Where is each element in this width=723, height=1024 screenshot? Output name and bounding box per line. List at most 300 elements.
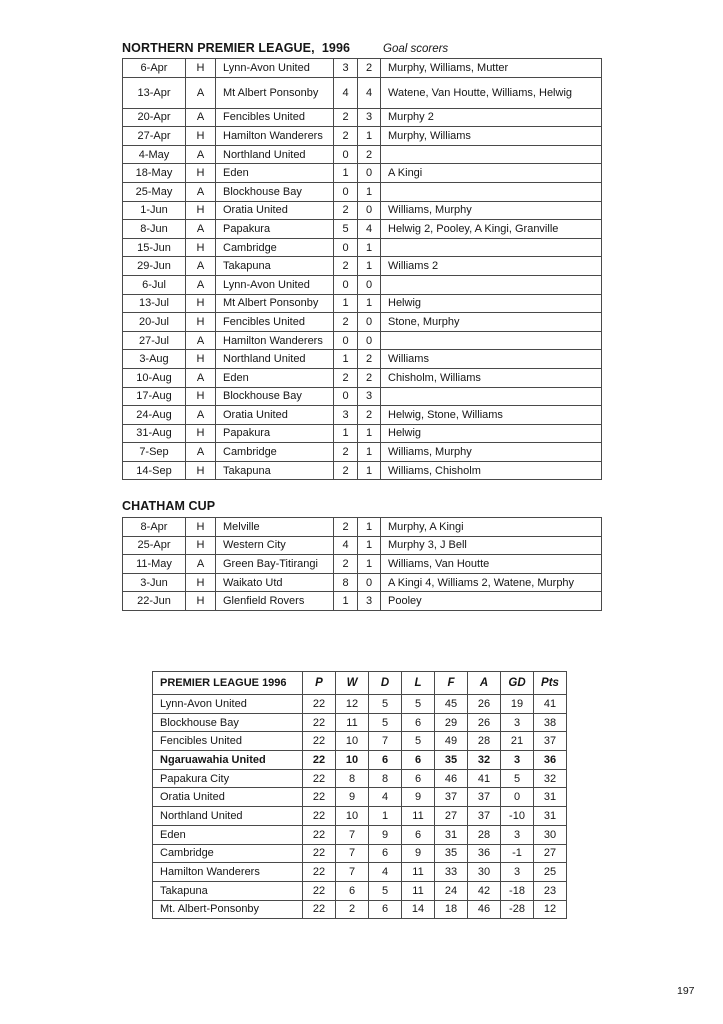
stat-cell: 22 xyxy=(303,769,336,788)
venue-cell: H xyxy=(186,201,216,220)
opponent-cell: Lynn-Avon United xyxy=(216,275,334,294)
stat-cell: 35 xyxy=(435,751,468,770)
score-for-cell: 5 xyxy=(334,220,358,239)
stat-cell: 46 xyxy=(435,769,468,788)
table-row xyxy=(123,350,602,369)
scorers-cell: Helwig xyxy=(381,294,602,313)
scorers-cell: Williams, Van Houtte xyxy=(381,555,602,574)
score-against-cell: 2 xyxy=(358,406,381,425)
stat-cell: 4 xyxy=(369,863,402,882)
stat-cell: 2 xyxy=(336,900,369,919)
opponent-cell: Waikato Utd xyxy=(216,573,334,592)
match-date-cell: 25-Apr xyxy=(123,536,186,555)
stat-cell: 19 xyxy=(501,695,534,714)
opponent-cell: Oratia United xyxy=(216,406,334,425)
table-row xyxy=(123,59,602,78)
stat-cell: 9 xyxy=(402,788,435,807)
score-for-cell: 4 xyxy=(334,77,358,108)
stat-cell: 3 xyxy=(501,751,534,770)
table-row xyxy=(123,201,602,220)
scorers-cell: Williams, Chisholm xyxy=(381,461,602,480)
stat-cell: 7 xyxy=(336,863,369,882)
stat-cell: 45 xyxy=(435,695,468,714)
stat-cell: 8 xyxy=(336,769,369,788)
venue-cell: A xyxy=(186,555,216,574)
opponent-cell: Glenfield Rovers xyxy=(216,592,334,611)
score-against-cell: 1 xyxy=(358,536,381,555)
score-for-cell: 2 xyxy=(334,257,358,276)
score-for-cell: 2 xyxy=(334,368,358,387)
opponent-cell: Fencibles United xyxy=(216,108,334,127)
score-against-cell: 1 xyxy=(358,461,381,480)
venue-cell: A xyxy=(186,275,216,294)
venue-cell: H xyxy=(186,592,216,611)
table-row xyxy=(123,331,602,350)
venue-cell: H xyxy=(186,461,216,480)
league-row xyxy=(153,769,567,788)
stat-cell: 9 xyxy=(336,788,369,807)
league-row xyxy=(153,751,567,770)
table-row xyxy=(123,127,602,146)
score-against-cell: 1 xyxy=(358,424,381,443)
match-date-cell: 31-Aug xyxy=(123,424,186,443)
opponent-cell: Papakura xyxy=(216,424,334,443)
score-for-cell: 3 xyxy=(334,59,358,78)
stat-cell: 24 xyxy=(435,881,468,900)
stat-cell: 29 xyxy=(435,713,468,732)
match-date-cell: 10-Aug xyxy=(123,368,186,387)
stat-cell: 6 xyxy=(402,769,435,788)
scorers-cell xyxy=(381,331,602,350)
stat-cell: 37 xyxy=(534,732,567,751)
venue-cell: A xyxy=(186,145,216,164)
league-row xyxy=(153,713,567,732)
team-cell: Papakura City xyxy=(153,769,303,788)
venue-cell: A xyxy=(186,406,216,425)
stat-cell: -1 xyxy=(501,844,534,863)
stat-cell: 22 xyxy=(303,825,336,844)
match-date-cell: 25-May xyxy=(123,182,186,201)
scorers-cell: Chisholm, Williams xyxy=(381,368,602,387)
stat-cell: 28 xyxy=(468,825,501,844)
score-against-cell: 0 xyxy=(358,201,381,220)
scorers-cell: Williams, Murphy xyxy=(381,443,602,462)
stat-cell: 14 xyxy=(402,900,435,919)
opponent-cell: Green Bay-Titirangi xyxy=(216,555,334,574)
match-date-cell: 22-Jun xyxy=(123,592,186,611)
stat-cell: 11 xyxy=(402,881,435,900)
stat-cell: 41 xyxy=(468,769,501,788)
table-row xyxy=(123,182,602,201)
league-row xyxy=(153,844,567,863)
table-row xyxy=(123,108,602,127)
stat-cell: 31 xyxy=(534,807,567,826)
league-row xyxy=(153,863,567,882)
stat-cell: 22 xyxy=(303,807,336,826)
scorers-cell: Stone, Murphy xyxy=(381,313,602,332)
stat-cell: 7 xyxy=(336,844,369,863)
match-date-cell: 4-May xyxy=(123,145,186,164)
venue-cell: A xyxy=(186,108,216,127)
venue-cell: H xyxy=(186,238,216,257)
table-row xyxy=(123,406,602,425)
scorers-cell xyxy=(381,182,602,201)
score-against-cell: 0 xyxy=(358,164,381,183)
scorers-cell xyxy=(381,145,602,164)
team-cell: Blockhouse Bay xyxy=(153,713,303,732)
match-date-cell: 24-Aug xyxy=(123,406,186,425)
stat-cell: 6 xyxy=(369,751,402,770)
stat-header-cell: F xyxy=(435,672,468,695)
stat-cell: 37 xyxy=(468,807,501,826)
table-row xyxy=(123,536,602,555)
stat-cell: 33 xyxy=(435,863,468,882)
stat-header-cell: P xyxy=(303,672,336,695)
match-date-cell: 14-Sep xyxy=(123,461,186,480)
venue-cell: A xyxy=(186,77,216,108)
opponent-cell: Takapuna xyxy=(216,257,334,276)
results-table xyxy=(122,58,602,480)
stat-cell: 6 xyxy=(402,751,435,770)
stat-cell: 10 xyxy=(336,732,369,751)
stat-cell: 9 xyxy=(369,825,402,844)
stat-cell: 30 xyxy=(534,825,567,844)
table-row xyxy=(123,313,602,332)
stat-cell: 32 xyxy=(534,769,567,788)
stat-cell: 32 xyxy=(468,751,501,770)
opponent-cell: Fencibles United xyxy=(216,313,334,332)
table-row xyxy=(123,275,602,294)
table-row xyxy=(123,220,602,239)
match-date-cell: 3-Jun xyxy=(123,573,186,592)
score-for-cell: 2 xyxy=(334,127,358,146)
opponent-cell: Hamilton Wanderers xyxy=(216,127,334,146)
league-row xyxy=(153,807,567,826)
match-date-cell: 1-Jun xyxy=(123,201,186,220)
score-for-cell: 0 xyxy=(334,275,358,294)
stat-cell: 5 xyxy=(402,732,435,751)
venue-cell: A xyxy=(186,331,216,350)
stat-cell: 6 xyxy=(402,713,435,732)
score-for-cell: 0 xyxy=(334,331,358,350)
stat-cell: 18 xyxy=(435,900,468,919)
opponent-cell: Northland United xyxy=(216,350,334,369)
cup-section-title: CHATHAM CUP xyxy=(122,499,216,513)
stat-cell: 42 xyxy=(468,881,501,900)
venue-cell: H xyxy=(186,294,216,313)
venue-cell: H xyxy=(186,387,216,406)
league-row xyxy=(153,732,567,751)
score-for-cell: 2 xyxy=(334,518,358,537)
score-for-cell: 0 xyxy=(334,145,358,164)
opponent-cell: Northland United xyxy=(216,145,334,164)
scorers-cell xyxy=(381,238,602,257)
opponent-cell: Eden xyxy=(216,164,334,183)
league-row xyxy=(153,788,567,807)
match-date-cell: 20-Apr xyxy=(123,108,186,127)
opponent-cell: Mt Albert Ponsonby xyxy=(216,77,334,108)
match-date-cell: 6-Jul xyxy=(123,275,186,294)
stat-cell: 37 xyxy=(435,788,468,807)
stat-header-cell: A xyxy=(468,672,501,695)
score-for-cell: 1 xyxy=(334,164,358,183)
venue-cell: A xyxy=(186,257,216,276)
score-against-cell: 1 xyxy=(358,238,381,257)
venue-cell: H xyxy=(186,536,216,555)
venue-cell: H xyxy=(186,350,216,369)
stat-cell: 10 xyxy=(336,807,369,826)
score-against-cell: 0 xyxy=(358,275,381,294)
match-date-cell: 13-Apr xyxy=(123,77,186,108)
opponent-cell: Papakura xyxy=(216,220,334,239)
stat-cell: 22 xyxy=(303,881,336,900)
table-row xyxy=(123,573,602,592)
stat-cell: 22 xyxy=(303,844,336,863)
scorers-cell: Watene, Van Houtte, Williams, Helwig xyxy=(381,77,602,108)
scorers-cell: Murphy, Williams, Mutter xyxy=(381,59,602,78)
venue-cell: H xyxy=(186,127,216,146)
opponent-cell: Blockhouse Bay xyxy=(216,182,334,201)
goal-scorers-column-label: Goal scorers xyxy=(383,43,449,55)
results-section-title: NORTHERN PREMIER LEAGUE, 1996 xyxy=(122,41,351,55)
score-against-cell: 2 xyxy=(358,368,381,387)
score-for-cell: 1 xyxy=(334,350,358,369)
stat-cell: 11 xyxy=(402,807,435,826)
match-date-cell: 3-Aug xyxy=(123,350,186,369)
opponent-cell: Mt Albert Ponsonby xyxy=(216,294,334,313)
stat-cell: 30 xyxy=(468,863,501,882)
team-cell: Ngaruawahia United xyxy=(153,751,303,770)
opponent-cell: Western City xyxy=(216,536,334,555)
table-row xyxy=(123,555,602,574)
opponent-cell: Hamilton Wanderers xyxy=(216,331,334,350)
stat-cell: 1 xyxy=(369,807,402,826)
stat-cell: 5 xyxy=(501,769,534,788)
venue-cell: H xyxy=(186,518,216,537)
stat-cell: 25 xyxy=(534,863,567,882)
table-row xyxy=(123,164,602,183)
stat-cell: 4 xyxy=(369,788,402,807)
league-row xyxy=(153,695,567,714)
venue-cell: H xyxy=(186,424,216,443)
scorers-cell: A Kingi xyxy=(381,164,602,183)
scorers-cell xyxy=(381,275,602,294)
league-standings-table xyxy=(152,671,567,919)
score-against-cell: 3 xyxy=(358,108,381,127)
team-cell: Oratia United xyxy=(153,788,303,807)
stat-cell: 10 xyxy=(336,751,369,770)
stat-cell: 12 xyxy=(534,900,567,919)
venue-cell: H xyxy=(186,59,216,78)
scorers-cell: Murphy, Williams xyxy=(381,127,602,146)
table-row xyxy=(123,294,602,313)
stat-cell: 6 xyxy=(336,881,369,900)
score-for-cell: 1 xyxy=(334,294,358,313)
score-for-cell: 0 xyxy=(334,238,358,257)
stat-header-cell: L xyxy=(402,672,435,695)
score-against-cell: 1 xyxy=(358,294,381,313)
stat-cell: 12 xyxy=(336,695,369,714)
table-row xyxy=(123,368,602,387)
venue-cell: H xyxy=(186,164,216,183)
stat-cell: 7 xyxy=(336,825,369,844)
stat-cell: 35 xyxy=(435,844,468,863)
stat-cell: 41 xyxy=(534,695,567,714)
stat-cell: 22 xyxy=(303,863,336,882)
score-for-cell: 0 xyxy=(334,387,358,406)
scorers-cell: Murphy 2 xyxy=(381,108,602,127)
stat-cell: 6 xyxy=(402,825,435,844)
score-against-cell: 1 xyxy=(358,257,381,276)
team-cell: Hamilton Wanderers xyxy=(153,863,303,882)
score-against-cell: 1 xyxy=(358,443,381,462)
score-for-cell: 2 xyxy=(334,461,358,480)
match-date-cell: 29-Jun xyxy=(123,257,186,276)
match-date-cell: 7-Sep xyxy=(123,443,186,462)
venue-cell: H xyxy=(186,573,216,592)
match-date-cell: 17-Aug xyxy=(123,387,186,406)
stat-cell: 26 xyxy=(468,695,501,714)
score-against-cell: 1 xyxy=(358,555,381,574)
score-for-cell: 0 xyxy=(334,182,358,201)
stat-cell: 9 xyxy=(402,844,435,863)
stat-cell: 11 xyxy=(336,713,369,732)
match-date-cell: 27-Jul xyxy=(123,331,186,350)
score-against-cell: 1 xyxy=(358,182,381,201)
stat-cell: 22 xyxy=(303,732,336,751)
team-cell: Eden xyxy=(153,825,303,844)
table-row xyxy=(123,424,602,443)
table-row xyxy=(123,387,602,406)
stat-cell: 31 xyxy=(534,788,567,807)
score-against-cell: 2 xyxy=(358,145,381,164)
stat-header-cell: GD xyxy=(501,672,534,695)
league-row xyxy=(153,825,567,844)
score-against-cell: 4 xyxy=(358,220,381,239)
score-for-cell: 1 xyxy=(334,424,358,443)
stat-header-cell: Pts xyxy=(534,672,567,695)
stat-cell: -28 xyxy=(501,900,534,919)
venue-cell: A xyxy=(186,368,216,387)
score-for-cell: 2 xyxy=(334,313,358,332)
stat-cell: 38 xyxy=(534,713,567,732)
match-date-cell: 8-Jun xyxy=(123,220,186,239)
score-against-cell: 1 xyxy=(358,518,381,537)
stat-cell: 5 xyxy=(369,695,402,714)
score-for-cell: 2 xyxy=(334,108,358,127)
venue-cell: A xyxy=(186,220,216,239)
stat-cell: 31 xyxy=(435,825,468,844)
stat-cell: 7 xyxy=(369,732,402,751)
stat-cell: 36 xyxy=(468,844,501,863)
scorers-cell: A Kingi 4, Williams 2, Watene, Murphy xyxy=(381,573,602,592)
stat-cell: 49 xyxy=(435,732,468,751)
scorers-cell: Williams, Murphy xyxy=(381,201,602,220)
stat-cell: 46 xyxy=(468,900,501,919)
stat-cell: 6 xyxy=(369,844,402,863)
stat-cell: 11 xyxy=(402,863,435,882)
match-date-cell: 13-Jul xyxy=(123,294,186,313)
table-row xyxy=(123,518,602,537)
scorers-cell: Helwig 2, Pooley, A Kingi, Granville xyxy=(381,220,602,239)
opponent-cell: Cambridge xyxy=(216,443,334,462)
stat-cell: 22 xyxy=(303,788,336,807)
match-date-cell: 18-May xyxy=(123,164,186,183)
table-row xyxy=(123,77,602,108)
scorers-cell: Pooley xyxy=(381,592,602,611)
team-cell: Lynn-Avon United xyxy=(153,695,303,714)
score-against-cell: 0 xyxy=(358,313,381,332)
stat-cell: 22 xyxy=(303,713,336,732)
score-for-cell: 2 xyxy=(334,201,358,220)
score-for-cell: 2 xyxy=(334,443,358,462)
match-date-cell: 20-Jul xyxy=(123,313,186,332)
score-against-cell: 1 xyxy=(358,127,381,146)
opponent-cell: Eden xyxy=(216,368,334,387)
league-row xyxy=(153,881,567,900)
score-against-cell: 3 xyxy=(358,592,381,611)
venue-cell: A xyxy=(186,443,216,462)
league-title-cell: PREMIER LEAGUE 1996 xyxy=(153,672,303,695)
team-cell: Mt. Albert-Ponsonby xyxy=(153,900,303,919)
table-row xyxy=(123,145,602,164)
table-row xyxy=(123,257,602,276)
team-cell: Fencibles United xyxy=(153,732,303,751)
score-against-cell: 4 xyxy=(358,77,381,108)
stat-cell: 27 xyxy=(435,807,468,826)
stat-cell: -18 xyxy=(501,881,534,900)
opponent-cell: Cambridge xyxy=(216,238,334,257)
cup-table xyxy=(122,517,602,611)
score-for-cell: 2 xyxy=(334,555,358,574)
table-row xyxy=(123,443,602,462)
scorers-cell: Williams 2 xyxy=(381,257,602,276)
score-against-cell: 3 xyxy=(358,387,381,406)
stat-cell: 22 xyxy=(303,900,336,919)
score-against-cell: 2 xyxy=(358,350,381,369)
scorers-cell xyxy=(381,387,602,406)
table-row xyxy=(123,461,602,480)
stat-cell: 22 xyxy=(303,751,336,770)
league-header-row xyxy=(153,672,567,695)
match-date-cell: 8-Apr xyxy=(123,518,186,537)
stat-cell: 3 xyxy=(501,825,534,844)
score-against-cell: 2 xyxy=(358,59,381,78)
scorers-cell: Murphy 3, J Bell xyxy=(381,536,602,555)
opponent-cell: Lynn-Avon United xyxy=(216,59,334,78)
page-number: 197 xyxy=(677,985,695,997)
stat-cell: 21 xyxy=(501,732,534,751)
stat-cell: 6 xyxy=(369,900,402,919)
team-cell: Cambridge xyxy=(153,844,303,863)
team-cell: Takapuna xyxy=(153,881,303,900)
scorers-cell: Williams xyxy=(381,350,602,369)
table-row xyxy=(123,238,602,257)
opponent-cell: Takapuna xyxy=(216,461,334,480)
stat-cell: 26 xyxy=(468,713,501,732)
stat-cell: 27 xyxy=(534,844,567,863)
match-date-cell: 15-Jun xyxy=(123,238,186,257)
score-against-cell: 0 xyxy=(358,573,381,592)
score-for-cell: 4 xyxy=(334,536,358,555)
stat-cell: 3 xyxy=(501,863,534,882)
score-for-cell: 1 xyxy=(334,592,358,611)
stat-cell: 3 xyxy=(501,713,534,732)
opponent-cell: Melville xyxy=(216,518,334,537)
stat-cell: 36 xyxy=(534,751,567,770)
stat-cell: 23 xyxy=(534,881,567,900)
stat-cell: 22 xyxy=(303,695,336,714)
